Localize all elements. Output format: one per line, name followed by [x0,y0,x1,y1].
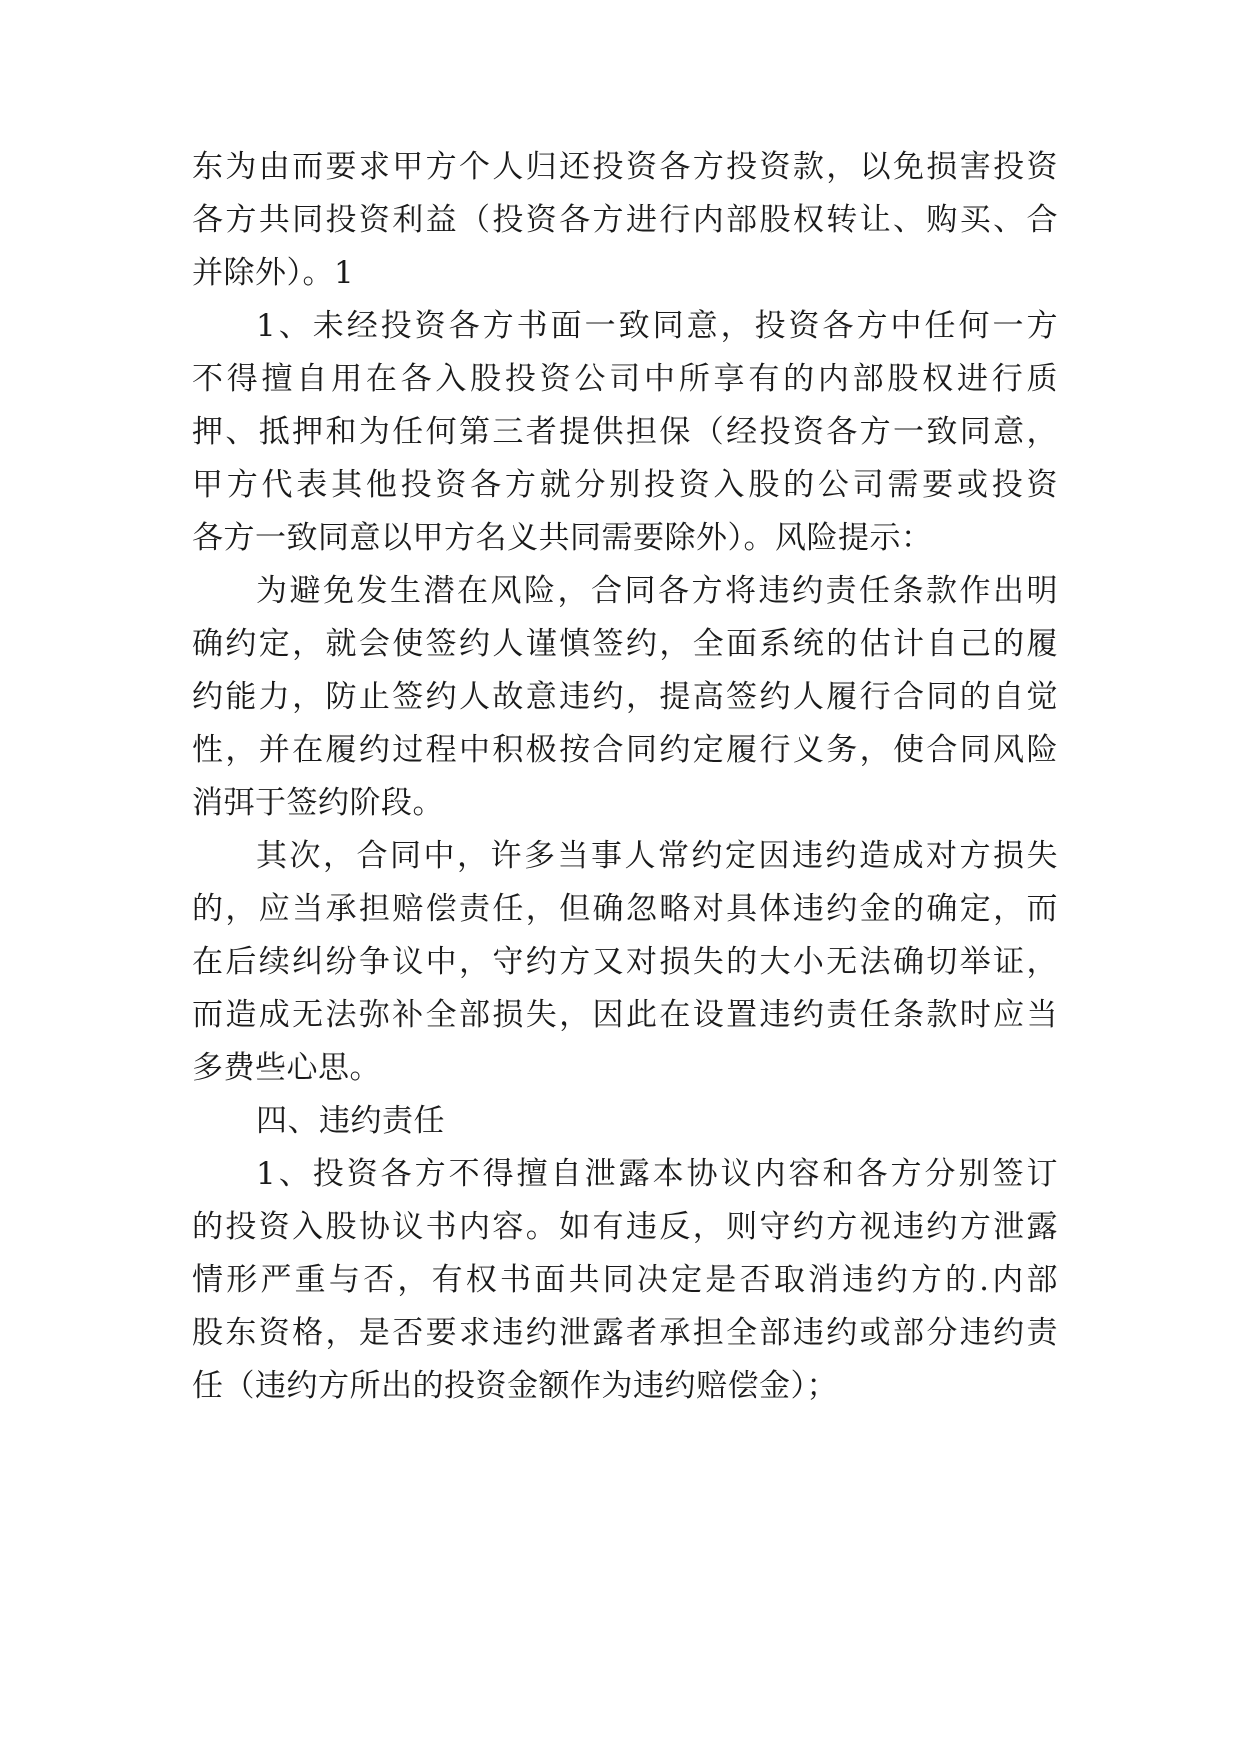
text-line: 各方共同投资利益（投资各方进行内部股权转让、购买、合 [192,202,1058,238]
text-line: 约能力，防止签约人故意违约，提高签约人履行合同的自觉 [192,679,1058,715]
text-line: 的，应当承担赔偿责任，但确忽略对具体违约金的确定，而 [192,891,1058,927]
text-line: 1、未经投资各方书面一致同意，投资各方中任何一方 [256,308,1058,344]
text-line: 为避免发生潜在风险，合同各方将违约责任条款作出明 [256,573,1058,609]
section-heading: 四、违约责任 [256,1103,445,1139]
text-line: 1、投资各方不得擅自泄露本协议内容和各方分别签订 [256,1156,1058,1192]
text-line: 任（违约方所出的投资金额作为违约赔偿金）； [192,1368,838,1404]
text-line: 不得擅自用在各入股投资公司中所享有的内部股权进行质 [192,361,1058,397]
text-line: 性，并在履约过程中积极按合同约定履行义务，使合同风险 [192,732,1058,768]
text-line: 并除外）。1 [192,255,355,291]
text-line: 甲方代表其他投资各方就分别投资入股的公司需要或投资 [192,467,1058,503]
text-line: 的投资入股协议书内容。如有违反，则守约方视违约方泄露 [192,1209,1058,1245]
text-line: 股东资格，是否要求违约泄露者承担全部违约或部分违约责 [192,1315,1058,1351]
text-line: 情形严重与否，有权书面共同决定是否取消违约方的.内部 [192,1262,1058,1298]
text-line: 而造成无法弥补全部损失，因此在设置违约责任条款时应当 [192,997,1058,1033]
text-line: 其次，合同中，许多当事人常约定因违约造成对方损失 [256,838,1058,874]
text-line: 确约定，就会使签约人谨慎签约，全面系统的估计自己的履 [192,626,1058,662]
text-line: 消弭于签约阶段。 [192,785,444,821]
text-line: 押、抵押和为任何第三者提供担保（经投资各方一致同意， [192,414,1058,450]
text-line: 在后续纠纷争议中，守约方又对损失的大小无法确切举证， [192,944,1058,980]
text-line: 东为由而要求甲方个人归还投资各方投资款，以免损害投资 [192,149,1058,185]
text-line: 多费些心思。 [192,1050,381,1086]
text-line: 各方一致同意以甲方名义共同需要除外）。风险提示： [192,520,933,556]
